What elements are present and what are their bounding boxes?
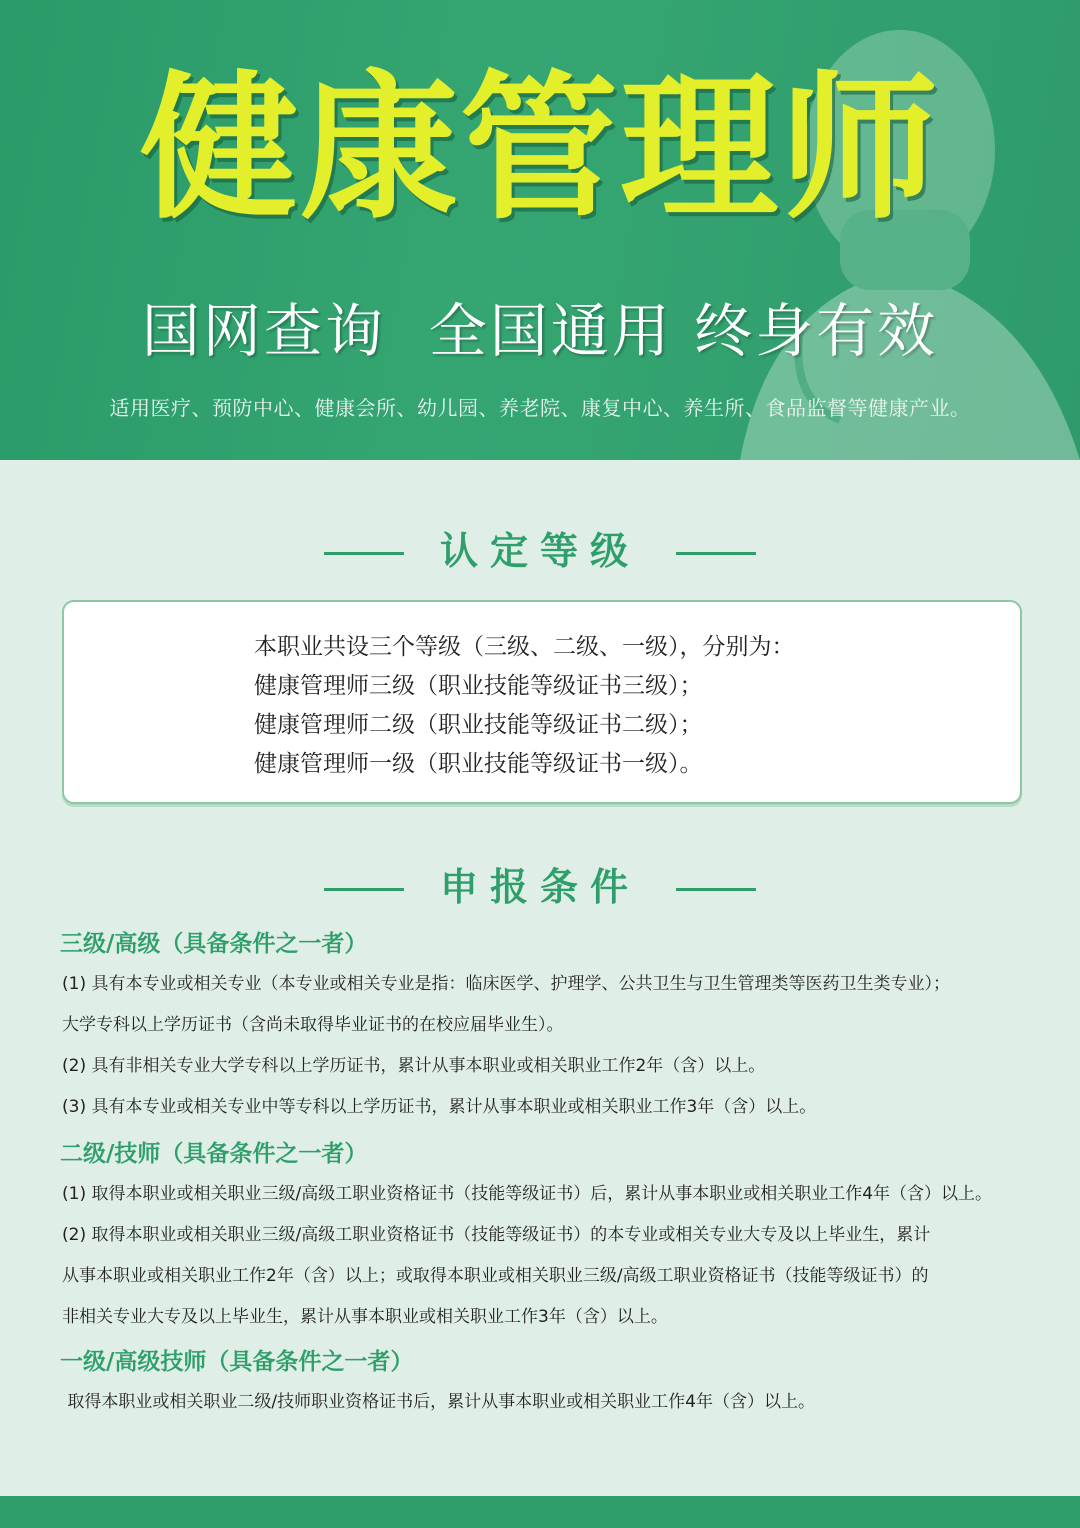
condition-line: 取得本职业或相关职业二级/技师职业资格证书后，累计从事本职业或相关职业工作4年（含）以上。	[62, 1392, 815, 1412]
levels-box	[62, 600, 1022, 804]
header-banner	[0, 0, 1080, 460]
condition-heading-level2: 二级/技师（具备条件之一者）	[60, 1141, 368, 1167]
condition-line: (1) 具有本专业或相关专业（本专业或相关专业是指：临床医学、护理学、公共卫生与卫生管理类等医药卫生类专业）；	[62, 974, 950, 994]
title-divider-left	[324, 552, 404, 555]
title-divider-left	[324, 888, 404, 891]
level-item: 健康管理师三级（职业技能等级证书三级）；	[254, 673, 703, 699]
section-title-levels	[0, 520, 1080, 575]
title-divider-right	[676, 552, 756, 555]
level-item: 健康管理师一级（职业技能等级证书一级）。	[254, 751, 703, 777]
section-title-conditions-text: 申报条件	[439, 865, 640, 909]
levels-intro: 本职业共设三个等级（三级、二级、一级），分别为：	[254, 634, 795, 660]
section-title-levels-text: 认定等级	[439, 529, 640, 573]
level-item: 健康管理师二级（职业技能等级证书二级）；	[254, 712, 703, 738]
section-title-conditions	[0, 856, 1080, 911]
condition-line: (2) 取得本职业或相关职业三级/高级工职业资格证书（技能等级证书）的本专业或相关专业大专及以上毕业生，累计	[62, 1225, 931, 1245]
condition-heading-level3: 三级/高级（具备条件之一者）	[60, 931, 368, 957]
condition-line: 大学专科以上学历证书（含尚未取得毕业证书的在校应届毕业生）。	[62, 1015, 564, 1035]
applicable-fields: 适用医疗、预防中心、健康会所、幼儿园、养老院、康复中心、养生所、食品监督等健康产业。	[109, 396, 971, 420]
title-divider-right	[676, 888, 756, 891]
condition-line: (2) 具有非相关专业大学专科以上学历证书，累计从事本职业或相关职业工作2年（含）以上。	[62, 1056, 766, 1076]
footer-bar	[0, 1496, 1080, 1528]
conditions-list	[60, 924, 1050, 1423]
slogan: 国网查询 全国通用 终身有效	[141, 297, 939, 365]
main-title: 健康管理师	[140, 57, 940, 241]
condition-line: 非相关专业大专及以上毕业生，累计从事本职业或相关职业工作3年（含）以上。	[62, 1307, 668, 1327]
condition-line: 从事本职业或相关职业工作2年（含）以上；或取得本职业或相关职业三级/高级工职业资格证书（技能等级证书）的	[62, 1266, 929, 1286]
condition-heading-level1: 一级/高级技师（具备条件之一者）	[60, 1349, 414, 1375]
condition-line: (1) 取得本职业或相关职业三级/高级工职业资格证书（技能等级证书）后，累计从事本职业或相关职业工作4年（含）以上。	[62, 1184, 993, 1204]
condition-line: (3) 具有本专业或相关专业中等专科以上学历证书，累计从事本职业或相关职业工作3年（含）以上。	[62, 1097, 817, 1117]
